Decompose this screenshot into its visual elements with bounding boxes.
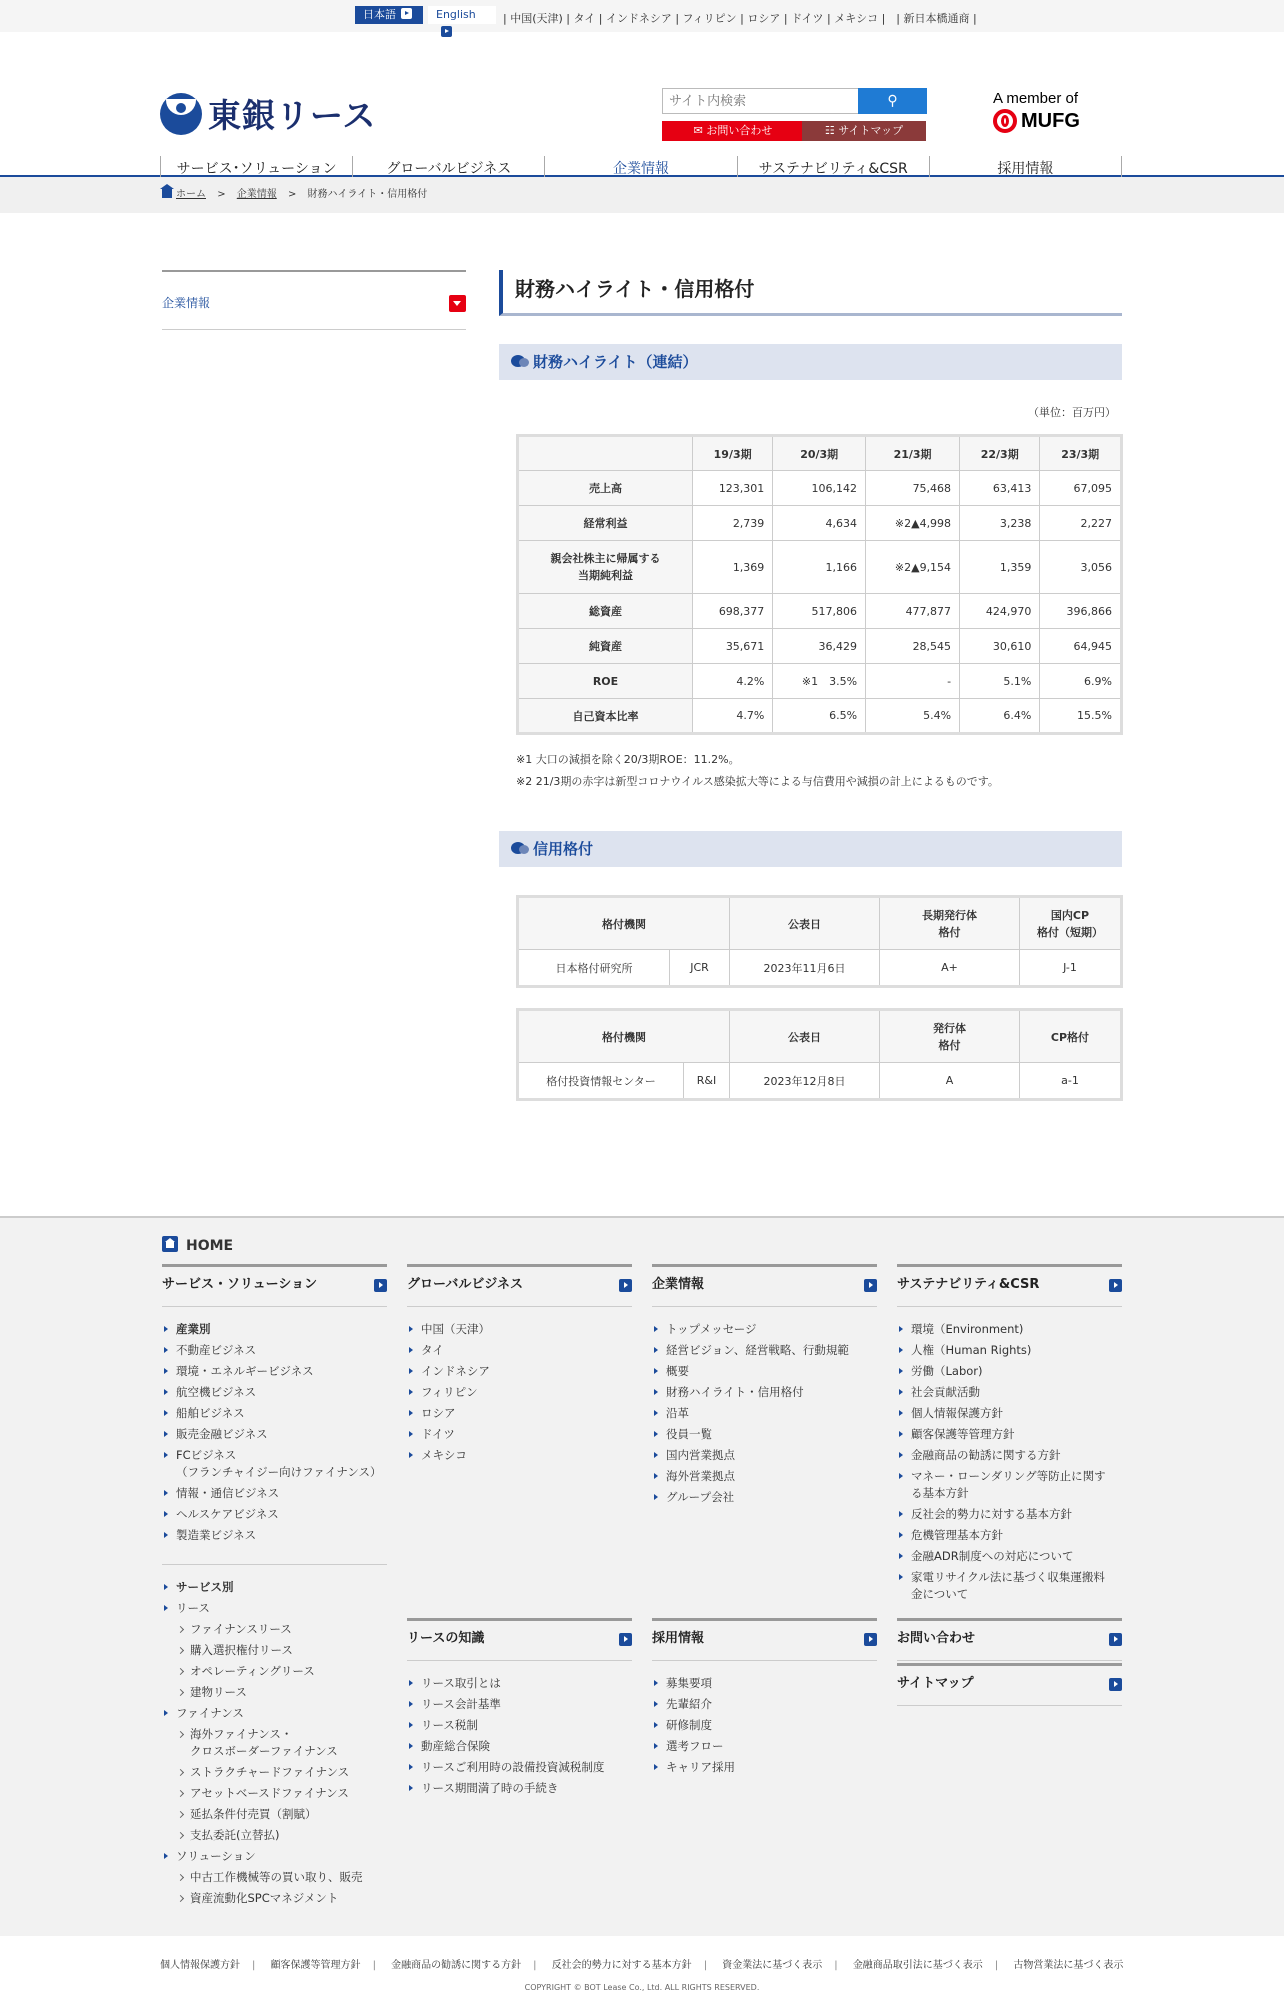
footer-link[interactable]: 役員一覧 [652, 1424, 877, 1445]
header-line: 国内CP [1050, 908, 1090, 922]
footer-category[interactable] [407, 1618, 632, 1661]
side-nav [162, 270, 466, 330]
table-cell: 698,377 [693, 594, 773, 629]
footer-link[interactable]: 産業別 [162, 1319, 387, 1340]
table-cell: R&I [684, 1063, 730, 1100]
footer-policy-links [160, 1956, 1123, 1971]
link-line: マネー・ローンダリング等防止に関す [911, 1469, 1106, 1483]
footer-policy-link[interactable]: 個人情報保護方針 [160, 1960, 240, 1971]
footer-link[interactable]: サービス別 [162, 1577, 387, 1598]
footer-link[interactable]: 不動産ビジネス [162, 1340, 387, 1361]
mufg-ring-icon [993, 109, 1017, 133]
footer-category-label: リースの知識 [407, 1631, 485, 1646]
member-of-text: A member of [993, 90, 1079, 107]
table-cell: 6.9% [1040, 664, 1122, 699]
row-label-line: 親会社株主に帰属する [550, 552, 661, 565]
mail-icon: ✉ [693, 124, 707, 137]
table-cell: A+ [880, 950, 1020, 987]
footer-policy-link[interactable]: 反社会的勢力に対する基本方針 [551, 1960, 692, 1971]
unit-note: （単位：百万円） [1028, 406, 1116, 419]
footer-link[interactable] [897, 1567, 1122, 1605]
breadcrumb-separator: > [217, 189, 226, 200]
footer-col-global [407, 1264, 632, 1466]
footer-link[interactable]: 販売金融ビジネス [162, 1424, 387, 1445]
site-footer [0, 1216, 1284, 1936]
footer-link[interactable]: トップメッセージ [652, 1319, 877, 1340]
footer-link[interactable]: 製造業ビジネス [162, 1525, 387, 1546]
footer-link[interactable]: オペレーティングリース [162, 1661, 387, 1682]
table-cell: - [866, 664, 960, 699]
search-button[interactable] [858, 88, 927, 114]
table-cell: 123,301 [693, 471, 773, 506]
lang-japanese-link[interactable] [355, 6, 423, 24]
footer-link[interactable]: リース会計基準 [407, 1694, 632, 1715]
separator: | [252, 1960, 256, 1971]
table-header-blank [518, 436, 693, 471]
footer-col-recruit [652, 1618, 877, 1778]
footer-link[interactable]: 環境・エネルギービジネス [162, 1361, 387, 1382]
arrow-right-icon [1109, 1633, 1122, 1646]
logo-text: 東銀リース [208, 96, 377, 135]
main-content [499, 270, 1122, 1101]
gnav-label: 採用情報 [997, 161, 1054, 177]
table-header: 19/3期 [693, 436, 773, 471]
table-header [880, 897, 1020, 950]
footer-list [652, 1673, 877, 1778]
link-line: 海外ファイナンス・ [190, 1727, 293, 1741]
speech-bubble-icon [511, 842, 525, 854]
table-cell: a-1 [1020, 1063, 1122, 1100]
footer-link[interactable]: 建物リース [162, 1682, 387, 1703]
breadcrumb-separator: > [287, 189, 297, 200]
footer-col-sustainability [897, 1264, 1122, 1605]
top-utility-bar [0, 0, 1284, 32]
footer-link[interactable]: リース税制 [407, 1715, 632, 1736]
site-logo[interactable] [160, 90, 376, 137]
footer-list [162, 1577, 387, 1909]
table-header-row [518, 897, 1122, 950]
footer-link[interactable]: ヘルスケアビジネス [162, 1504, 387, 1525]
gnav-label: サービス･ソリューション [176, 161, 337, 177]
table-header: 公表日 [730, 897, 880, 950]
table-cell: ※2▲4,998 [866, 506, 960, 541]
footer-category[interactable] [897, 1618, 1122, 1661]
footer-category-label: サステナビリティ&CSR [897, 1277, 1040, 1292]
footer-policy-link[interactable]: 金融商品取引法に基づく表示 [852, 1960, 983, 1971]
gnav-label: グローバルビジネス [386, 161, 512, 177]
row-label: 経常利益 [518, 506, 693, 541]
separator: | [533, 1960, 537, 1971]
table-cell: 格付投資情報センター [518, 1063, 684, 1100]
table-header: 22/3期 [960, 436, 1040, 471]
table-cell: 2,227 [1040, 506, 1122, 541]
footer-link[interactable]: 金融商品の勧誘に関する方針 [897, 1445, 1122, 1466]
sitemap-button[interactable] [802, 121, 926, 141]
table-cell: 1,166 [773, 541, 866, 594]
table-header [880, 1010, 1020, 1063]
footer-divider [162, 1564, 387, 1565]
footer-link[interactable]: リースご利用時の設備投資減税制度 [407, 1757, 632, 1778]
site-header [0, 32, 1284, 177]
table-row [518, 541, 1122, 594]
footer-category[interactable] [162, 1264, 387, 1307]
footer-link[interactable]: メキシコ [407, 1445, 632, 1466]
table-cell: ※2▲9,154 [866, 541, 960, 594]
lang-ja-label: 日本語 [363, 8, 396, 21]
footer-link[interactable]: 経営ビジョン、経営戦略、行動規範 [652, 1340, 877, 1361]
footer-link[interactable]: 中古工作機械等の買い取り、販売 [162, 1867, 387, 1888]
table-cell: 30,610 [960, 629, 1040, 664]
table-row [518, 950, 1122, 987]
footer-link[interactable]: ロシア [407, 1403, 632, 1424]
header-line: 長期発行体 [922, 908, 977, 922]
table-header [1020, 897, 1122, 950]
table-row [518, 664, 1122, 699]
footer-list [407, 1673, 632, 1799]
table-cell: 2023年12月8日 [730, 1063, 880, 1100]
table-cell: 5.1% [960, 664, 1040, 699]
link-line: （フランチャイジー向けファイナンス） [176, 1465, 382, 1479]
footer-col-services [162, 1264, 387, 1909]
breadcrumb-corporate[interactable]: 企業情報 [236, 189, 277, 200]
table-row [518, 699, 1122, 734]
table-row [518, 506, 1122, 541]
footer-link[interactable]: 社会貢献活動 [897, 1382, 1122, 1403]
table-header: 格付機関 [518, 897, 730, 950]
footer-home-link[interactable] [162, 1236, 233, 1254]
footer-col-lease-knowledge [407, 1618, 632, 1799]
table-cell: 28,545 [866, 629, 960, 664]
footer-link[interactable]: ファイナンス [162, 1703, 387, 1724]
table-header-row [518, 1010, 1122, 1063]
lang-en-label: English [436, 8, 476, 21]
footer-category[interactable] [652, 1618, 877, 1661]
footer-link[interactable]: インドネシア [407, 1361, 632, 1382]
footer-col-sitemap [897, 1663, 1122, 1706]
table-cell: 396,866 [1040, 594, 1122, 629]
speech-bubble-icon [511, 355, 525, 367]
footer-link[interactable]: 延払条件付売買（割賦） [162, 1804, 387, 1825]
table-cell: ※1 3.5% [773, 664, 866, 699]
footer-category[interactable] [652, 1264, 877, 1307]
header-line: 格付 [938, 1038, 961, 1052]
arrow-right-icon [1109, 1678, 1122, 1691]
section-heading-text: 財務ハイライト（連結） [533, 353, 698, 371]
row-label-line: 当期純利益 [578, 569, 633, 582]
table-cell: 424,970 [960, 594, 1040, 629]
breadcrumb-home[interactable]: ホーム [176, 189, 206, 200]
footer-link[interactable]: 財務ハイライト・信用格付 [652, 1382, 877, 1403]
footer-category-label: 採用情報 [652, 1631, 705, 1646]
footer-link[interactable]: 海外営業拠点 [652, 1466, 877, 1487]
footer-link[interactable]: タイ [407, 1340, 632, 1361]
section-heading-finance [499, 344, 1122, 380]
footer-link[interactable]: 選考フロー [652, 1736, 877, 1757]
footer-col-corporate [652, 1264, 877, 1508]
arrow-right-icon [1109, 1279, 1122, 1292]
footer-link[interactable]: リース [162, 1598, 387, 1619]
footer-link[interactable]: 環境（Environment) [897, 1319, 1122, 1340]
footer-home-label: HOME [186, 1238, 234, 1254]
footer-policy-link[interactable]: 顧客保護等管理方針 [270, 1960, 361, 1971]
table-cell: 日本格付研究所 [518, 950, 670, 987]
table-cell: 75,468 [866, 471, 960, 506]
footer-link[interactable]: グループ会社 [652, 1487, 877, 1508]
header-line: 格付（短期） [1037, 925, 1103, 939]
link-line: FCビジネス [176, 1448, 237, 1462]
table-cell: 4.7% [693, 699, 773, 734]
table-header: 21/3期 [866, 436, 960, 471]
arrow-right-icon [864, 1633, 877, 1646]
row-label: 純資産 [518, 629, 693, 664]
arrow-right-icon [864, 1279, 877, 1292]
table-row [518, 594, 1122, 629]
mufg-text: MUFG [1021, 109, 1080, 132]
link-line: 家電リサイクル法に基づく収集運搬料 [911, 1570, 1105, 1584]
footer-link[interactable]: 動産総合保険 [407, 1736, 632, 1757]
footer-link[interactable]: ソリューション [162, 1846, 387, 1867]
table-cell: 36,429 [773, 629, 866, 664]
chevron-down-icon[interactable] [449, 295, 466, 312]
footer-link[interactable]: 購入選択権付リース [162, 1640, 387, 1661]
logo-mark-icon [160, 93, 202, 135]
header-line: 発行体 [933, 1021, 966, 1035]
footer-link[interactable]: 概要 [652, 1361, 877, 1382]
table-cell: 6.4% [960, 699, 1040, 734]
footer-category-label: サイトマップ [897, 1676, 974, 1691]
table-header: 23/3期 [1040, 436, 1122, 471]
gnav-label: サステナビリティ&CSR [758, 161, 908, 177]
footer-link[interactable]: 先輩紹介 [652, 1694, 877, 1715]
table-cell: 2,739 [693, 506, 773, 541]
separator: | [372, 1960, 376, 1971]
footer-link[interactable] [162, 1724, 387, 1762]
footer-link[interactable]: 支払委託(立替払) [162, 1825, 387, 1846]
gnav-label: 企業情報 [613, 161, 669, 177]
row-label [518, 541, 693, 594]
footer-link[interactable]: 資産流動化SPCマネジメント [162, 1888, 387, 1909]
footer-link[interactable]: ファイナンスリース [162, 1619, 387, 1640]
table-row [518, 1063, 1122, 1100]
rating-table-ri [516, 1008, 1123, 1101]
table-header-row [518, 436, 1122, 471]
section-heading-rating [499, 831, 1122, 867]
copyright: COPYRIGHT © BOT Lease Co., Ltd. ALL RIGHTS RESERVED. [524, 1983, 760, 1992]
footer-col-contact [897, 1618, 1122, 1661]
footer-policy-link[interactable]: 金融商品の勧誘に関する方針 [391, 1960, 522, 1971]
page-title: 財務ハイライト・信用格付 [499, 270, 1122, 316]
footnote-1: ※1 大口の減損を除く20/3期ROE：11.2%。 [516, 753, 740, 766]
footer-category[interactable] [897, 1663, 1122, 1706]
footer-link[interactable]: 個人情報保護方針 [897, 1403, 1122, 1424]
footer-link[interactable]: キャリア採用 [652, 1757, 877, 1778]
rating-table-jcr [516, 895, 1123, 988]
footer-link[interactable]: 危機管理基本方針 [897, 1525, 1122, 1546]
search-input[interactable] [662, 88, 862, 114]
footer-link[interactable]: 募集要項 [652, 1673, 877, 1694]
table-cell: 477,877 [866, 594, 960, 629]
footer-list [897, 1319, 1122, 1605]
footer-link[interactable] [162, 1445, 387, 1483]
footer-category-label: グローバルビジネス [407, 1277, 523, 1292]
table-header: CP格付 [1020, 1010, 1122, 1063]
footer-list [652, 1319, 877, 1508]
footer-link[interactable] [897, 1466, 1122, 1504]
table-cell: J-1 [1020, 950, 1122, 987]
footer-link[interactable]: 中国（天津） [407, 1319, 632, 1340]
contact-button[interactable] [662, 121, 804, 141]
footer-category[interactable] [407, 1264, 632, 1307]
footer-category-label: サービス・ソリューション [162, 1277, 318, 1292]
footer-link[interactable]: ドイツ [407, 1424, 632, 1445]
link-line: る基本方針 [911, 1486, 969, 1500]
arrow-right-icon [619, 1279, 632, 1292]
row-label: 自己資本比率 [518, 699, 693, 734]
table-cell: 2023年11月6日 [730, 950, 880, 987]
table-cell: 4,634 [773, 506, 866, 541]
mufg-logo[interactable] [993, 90, 1080, 133]
table-cell: 3,056 [1040, 541, 1122, 594]
table-cell: 1,359 [960, 541, 1040, 594]
row-label: 総資産 [518, 594, 693, 629]
breadcrumb-current: 財務ハイライト・信用格付 [307, 189, 428, 200]
arrow-right-icon [619, 1633, 632, 1646]
table-header: 格付機関 [518, 1010, 730, 1063]
footer-link[interactable]: 船舶ビジネス [162, 1403, 387, 1424]
breadcrumb [0, 177, 1284, 213]
table-cell: A [880, 1063, 1020, 1100]
table-header: 20/3期 [773, 436, 866, 471]
footer-link[interactable]: 国内営業拠点 [652, 1445, 877, 1466]
finance-table [516, 434, 1123, 735]
footer-category[interactable] [897, 1264, 1122, 1307]
footnotes [516, 749, 1122, 793]
footer-link[interactable]: 研修制度 [652, 1715, 877, 1736]
footer-link[interactable]: フィリピン [407, 1382, 632, 1403]
header-line: 格付 [938, 925, 961, 939]
footer-link[interactable]: 金融ADR制度への対応について [897, 1546, 1122, 1567]
separator: | [994, 1960, 999, 1971]
table-cell: 517,806 [773, 594, 866, 629]
footer-category-label: 企業情報 [652, 1277, 705, 1292]
footer-policy-link[interactable]: 古物営業法に基づく表示 [1013, 1960, 1124, 1971]
footer-list [162, 1319, 387, 1546]
arrow-right-icon [401, 8, 412, 19]
section-heading-text: 信用格付 [533, 840, 594, 858]
footer-link[interactable]: 沿革 [652, 1403, 877, 1424]
footer-link[interactable]: ストラクチャードファイナンス [162, 1762, 387, 1783]
footer-link[interactable]: 労働（Labor) [897, 1361, 1122, 1382]
table-cell: 67,095 [1040, 471, 1122, 506]
row-label: 売上高 [518, 471, 693, 506]
link-line: クロスボーダーファイナンス [190, 1744, 338, 1758]
row-label: ROE [518, 664, 693, 699]
footer-category-label: お問い合わせ [897, 1631, 976, 1646]
table-cell: 15.5% [1040, 699, 1122, 734]
table-cell: 64,945 [1040, 629, 1122, 664]
search-icon: ⚲ [887, 93, 898, 109]
home-icon [162, 1236, 178, 1252]
footer-link[interactable]: アセットベースドファイナンス [162, 1783, 387, 1804]
sitemap-label: サイトマップ [838, 124, 904, 137]
table-row [518, 629, 1122, 664]
link-line: 金について [911, 1587, 969, 1601]
footer-bottom [0, 1936, 1284, 2010]
table-row [518, 471, 1122, 506]
arrow-right-icon [374, 1279, 387, 1292]
table-cell: JCR [670, 950, 730, 987]
footer-link[interactable]: 人権（Human Rights) [897, 1340, 1122, 1361]
separator: | [834, 1960, 838, 1971]
footnote-2: ※2 21/3期の赤字は新型コロナウイルス感染拡大等による与信費用や減損の計上によるものです。 [516, 775, 999, 788]
footer-link[interactable]: 情報・通信ビジネス [162, 1483, 387, 1504]
sitemap-icon: ☷ [824, 124, 839, 137]
footer-link[interactable]: リース期間満了時の手続き [407, 1778, 632, 1799]
lang-english-link[interactable] [428, 6, 496, 24]
table-cell: 3,238 [960, 506, 1040, 541]
footer-list [407, 1319, 632, 1466]
country-links[interactable]: | 中国(天津) | タイ | インドネシア | フィリピン | ロシア | ドイツ | メキシコ | | 新日本橋通商 | [503, 12, 977, 25]
table-cell: 6.5% [773, 699, 866, 734]
table-cell: 4.2% [693, 664, 773, 699]
contact-label: お問い合わせ [706, 124, 773, 137]
table-cell: 106,142 [773, 471, 866, 506]
footer-policy-link[interactable]: 資金業法に基づく表示 [722, 1960, 823, 1971]
side-nav-corporate[interactable]: 企業情報 [162, 296, 211, 310]
table-cell: 1,369 [693, 541, 773, 594]
footer-link[interactable]: 反社会的勢力に対する基本方針 [897, 1504, 1122, 1525]
footer-link[interactable]: リース取引とは [407, 1673, 632, 1694]
table-cell: 5.4% [866, 699, 960, 734]
table-header: 公表日 [730, 1010, 880, 1063]
table-cell: 35,671 [693, 629, 773, 664]
separator: | [703, 1960, 708, 1971]
table-cell: 63,413 [960, 471, 1040, 506]
footer-link[interactable]: 航空機ビジネス [162, 1382, 387, 1403]
footer-link[interactable]: 顧客保護等管理方針 [897, 1424, 1122, 1445]
home-icon [162, 189, 172, 198]
